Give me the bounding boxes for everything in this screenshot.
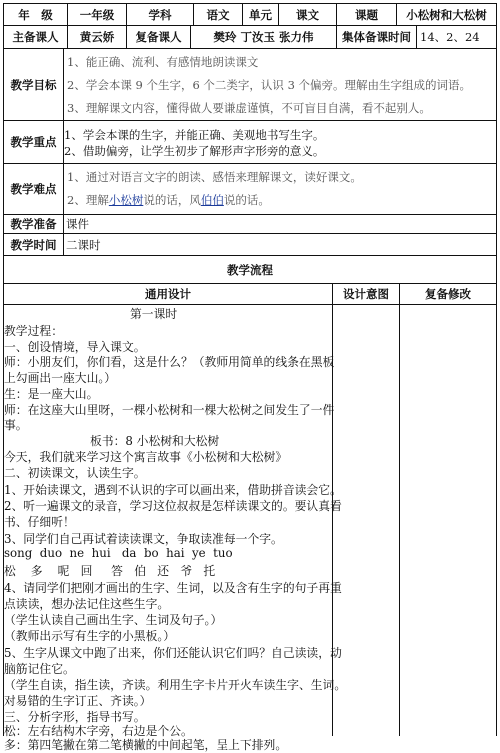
difficulty-item-1: 1、通过对语言文字的朗读、感悟来理解课文，读好课文。: [67, 170, 362, 184]
keyword-bo-bo: 伯伯: [200, 193, 224, 207]
rule: [416, 26, 417, 48]
group-time-value: 14、2、24: [420, 30, 480, 44]
grade-label: 年 级: [18, 7, 53, 22]
table-border-right: [496, 3, 497, 736]
key-point-item-1: 1、学会本课的生字，并能正确、美观地书写生字。: [64, 128, 325, 142]
lesson-line: 事。: [4, 418, 28, 432]
group-time-label: 集体备课时间: [342, 30, 411, 44]
goals-label: 教学目标: [10, 77, 57, 92]
goal-item-1: 1、能正确、流利、有感情地朗读课文: [67, 55, 259, 69]
pinyin-line: song duo ne hui da bo hai ye tuo: [4, 546, 233, 560]
lesson-line: 点读读，想办法记住这些生字。: [4, 597, 170, 611]
rule: [3, 48, 497, 49]
lesson-line: 三、分析字形，指导书写。: [4, 710, 146, 724]
time-value: 二课时: [66, 237, 101, 252]
main-prep-value: 黄云娇: [79, 30, 115, 44]
lesson-line: 松：左右结构木字旁，右边是个公。: [4, 724, 193, 738]
prep-label: 教学准备: [10, 217, 57, 231]
difficulties-label: 教学难点: [10, 182, 57, 196]
lesson-line: （学生自读，指生读，齐读。利用生字卡片开火车读生字、生词。: [4, 678, 347, 692]
grade-value: 一年级: [79, 7, 115, 22]
main-prep-label: 主备课人: [12, 30, 59, 44]
lesson-line: 对易错的生字订正、齐读。）: [4, 694, 152, 708]
lesson-line: 二、初读课文，认读生字。: [4, 466, 146, 480]
lesson-line: 生：是一座大山。: [4, 387, 99, 401]
header-general-design: 通用设计: [145, 287, 191, 301]
header-design-intent: 设计意图: [343, 287, 389, 301]
flow-title: 教学流程: [227, 262, 273, 277]
rule: [3, 120, 497, 121]
topic-label: 课题: [355, 7, 378, 22]
unit-label: 单元: [249, 7, 272, 22]
rule: [3, 304, 497, 305]
lesson-line: 板书：8 小松树和大松树: [90, 434, 220, 448]
lesson-title: 第一课时: [130, 307, 178, 321]
lesson-line: 师：小朋友们，你们看，这是什么？（教师用简单的线条在黑板: [4, 355, 335, 369]
lesson-line: （学生认读自己画出生字、生词及句子。）: [4, 613, 223, 627]
lesson-line: 5、生字从课文中跑了出来，你们还能认识它们吗？自己读读，动: [4, 646, 342, 660]
topic-value: 小松树和大松树: [406, 7, 487, 22]
keyword-xiao-song-shu: 小松树: [108, 193, 144, 207]
prep-value: 课件: [66, 217, 89, 231]
difficulty-item-2-text-c: 说的话。: [223, 193, 270, 207]
lesson-line: 上勾画出一座大山。）: [4, 371, 117, 385]
lesson-line: 书、仔细听！: [4, 515, 75, 529]
co-prep-label: 复备课人: [135, 30, 182, 44]
difficulty-item-2: [67, 193, 270, 207]
co-prep-value: 樊玲 丁汝玉 张力伟: [213, 30, 314, 44]
lesson-line: 4、请同学们把刚才画出的生字、生词，以及含有生字的句子再重: [4, 581, 342, 595]
difficulty-item-2-text-b: 说的话，风: [143, 193, 201, 207]
unit-value: 课文: [296, 7, 319, 22]
characters-line: 松 多 呢 回 答 伯 还 爷 托: [4, 564, 216, 578]
rule: [399, 283, 400, 736]
goal-item-2: 2、学会本课 9 个生字，6 个二类字，认识 3 个偏旁。理解由生字组成的词语。: [67, 78, 472, 92]
goal-item-3: 3、理解课文内容，懂得做人要谦虚谨慎，不可盲目自满，看不起别人。: [67, 101, 431, 115]
header-revision: 复备修改: [425, 287, 471, 301]
subject-label: 学科: [148, 7, 172, 22]
lesson-line: 教学过程：: [4, 324, 63, 338]
subject-value: 语文: [206, 7, 230, 22]
lesson-line: 师：在这座大山里呀，一棵小松树和一棵大松树之间发生了一件: [4, 403, 335, 417]
difficulty-item-2-text-a: 2、理解: [67, 193, 109, 207]
lesson-line: 3、同学们自己再试着读读课文，争取读准每一个字。: [4, 532, 283, 546]
lesson-line: （教师出示写有生字的小黑板。）: [4, 629, 176, 643]
lesson-line: 多：第四笔撇在第二笔横撇的中间起笔，呈上下排列。: [4, 738, 288, 752]
lesson-line: 脑筋记住它。: [4, 662, 75, 676]
lesson-line: 1、开始读课文，遇到不认识的字可以画出来，借助拼音读会它。: [4, 483, 342, 497]
lesson-line: 2、听一遍课文的录音，学习这位叔叔是怎样读课文的。要认真看: [4, 499, 342, 513]
key-point-item-2: 2、借助偏旁，让学生初步了解形声字形旁的意义。: [64, 144, 325, 158]
rule: [3, 163, 497, 164]
lesson-line: 一、创设情境，导入课文。: [4, 340, 146, 354]
key-points-label: 教学重点: [10, 135, 57, 149]
time-label: 教学时间: [10, 237, 57, 252]
lesson-line: 今天，我们就来学习这个寓言故事《小松树和大松树》: [4, 450, 288, 464]
